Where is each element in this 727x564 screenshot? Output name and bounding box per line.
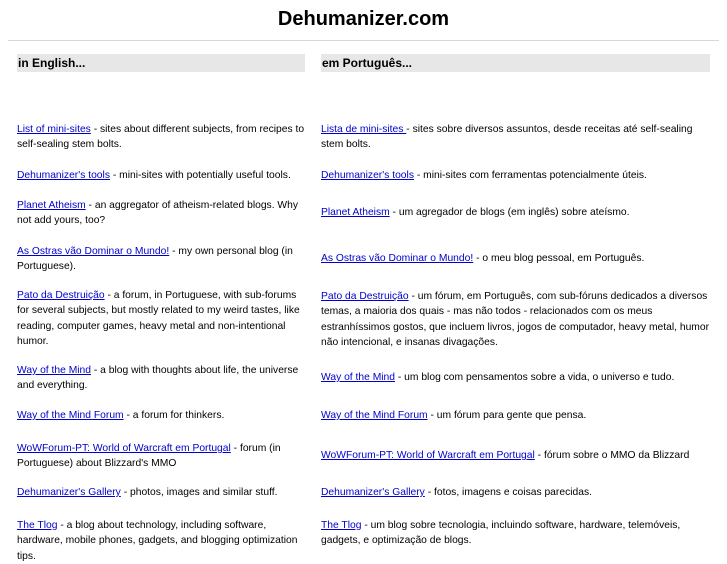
english-entry: [17, 363, 305, 394]
portuguese-entry: [321, 289, 710, 351]
english-entry: [17, 518, 305, 564]
portuguese-entry-description: - um blog sobre tecnologia, incluindo software, hardware, telemóveis, gadgets, e optimização de blogs.: [321, 520, 681, 547]
portuguese-entry-link[interactable]: As Ostras vão Dominar o Mundo!: [321, 253, 474, 264]
english-entry: [17, 441, 305, 472]
portuguese-entry-link[interactable]: WoWForum-PT: World of Warcraft em Portugal: [321, 450, 535, 461]
portuguese-entry-link[interactable]: Way of the Mind Forum: [321, 410, 428, 421]
portuguese-entry-link[interactable]: Lista de mini-sites: [321, 124, 407, 135]
english-entry-link[interactable]: As Ostras vão Dominar o Mundo!: [17, 246, 170, 257]
portuguese-entry-link[interactable]: Pato da Destruição: [321, 291, 409, 302]
site-header: [8, 0, 719, 41]
english-entry-link[interactable]: Pato da Destruição: [17, 290, 105, 301]
portuguese-entry: [321, 518, 710, 549]
english-entry-description: - a forum, in Portuguese, with sub-forums for several subjects, but mostly related to my weird tastes, like reading, computer games, heavy metal and non-intentional humor.: [17, 290, 300, 348]
portuguese-entry-description: - fórum sobre o MMO da Blizzard: [534, 450, 690, 461]
english-entry: [17, 244, 305, 275]
portuguese-entry-link[interactable]: The Tlog: [321, 520, 362, 531]
portuguese-entry-description: - um blog com pensamentos sobre a vida, o universo e tudo.: [395, 372, 675, 383]
portuguese-entry-description: - mini-sites com ferramentas potencialmente úteis.: [413, 170, 647, 181]
english-entry: [17, 408, 305, 423]
english-entry-link[interactable]: List of mini-sites: [17, 124, 91, 135]
english-entry-link[interactable]: The Tlog: [17, 520, 58, 531]
english-entry-description: - a blog about technology, including software, hardware, mobile phones, gadgets, and blogging optimization tips.: [17, 520, 298, 562]
portuguese-entry-description: - sites sobre diversos assuntos, desde receitas até self-sealing stem bolts.: [321, 124, 693, 151]
english-entry-description: - my own personal blog (in Portuguese).: [17, 246, 293, 273]
portuguese-entry: [321, 168, 710, 183]
english-entry-description: - an aggregator of atheism-related blogs. Why not add yours, too?: [17, 200, 299, 227]
english-entry-description: - a blog with thoughts about life, the universe and everything.: [17, 365, 299, 392]
portuguese-entry-description: - um fórum para gente que pensa.: [427, 410, 587, 421]
portuguese-entry: [321, 205, 710, 220]
english-entry: [17, 122, 305, 153]
english-entry: [17, 288, 305, 350]
portuguese-entry-description: - um fórum, em Português, com sub-fóruns dedicados a diversos temas, a maioria dos quais - mas não todos - relacionados com os meus estranhíssimos gostos, que incluem livros, jogos de computador, heavy metal, humor não intencional, e insanas divagações.: [321, 291, 710, 349]
english-entry: [17, 198, 305, 229]
portuguese-entry: [321, 122, 710, 153]
portuguese-entry: [321, 408, 710, 423]
english-column-header: in English...: [17, 54, 305, 72]
english-entry-link[interactable]: WoWForum-PT: World of Warcraft em Portugal: [17, 443, 231, 454]
portuguese-column: [321, 54, 710, 547]
portuguese-column-header: em Português...: [321, 54, 710, 72]
portuguese-entry: [321, 370, 710, 385]
english-entry-link[interactable]: Dehumanizer's Gallery: [17, 487, 121, 498]
portuguese-entry-link[interactable]: Dehumanizer's Gallery: [321, 487, 425, 498]
portuguese-entry-link[interactable]: Way of the Mind: [321, 372, 396, 383]
english-entry-description: - a forum for thinkers.: [123, 410, 225, 421]
portuguese-entry-link[interactable]: Dehumanizer's tools: [321, 170, 414, 181]
english-column: [17, 54, 305, 562]
portuguese-entry: [321, 448, 710, 463]
portuguese-entry: [321, 485, 710, 500]
english-entry: [17, 485, 305, 500]
english-entry-description: - mini-sites with potentially useful tools.: [109, 170, 291, 181]
english-entry-link[interactable]: Way of the Mind: [17, 365, 92, 376]
english-entry-link[interactable]: Way of the Mind Forum: [17, 410, 124, 421]
english-entry-link[interactable]: Dehumanizer's tools: [17, 170, 110, 181]
english-entry: [17, 168, 305, 183]
site-title: Dehumanizer.com: [277, 8, 450, 30]
portuguese-entry: [321, 251, 710, 266]
portuguese-entry-description: - fotos, imagens e coisas parecidas.: [424, 487, 592, 498]
english-entry-description: - sites about different subjects, from recipes to self-sealing stem bolts.: [17, 124, 305, 151]
portuguese-entry-description: - um agregador de blogs (em inglês) sobre ateísmo.: [389, 207, 630, 218]
portuguese-entry-link[interactable]: Planet Atheism: [321, 207, 390, 218]
portuguese-entry-description: - o meu blog pessoal, em Português.: [473, 253, 645, 264]
english-entry-link[interactable]: Planet Atheism: [17, 200, 86, 211]
english-entry-description: - photos, images and similar stuff.: [120, 487, 278, 498]
english-entry-description: - forum (in Portuguese) about Blizzard's MMO: [17, 443, 281, 470]
